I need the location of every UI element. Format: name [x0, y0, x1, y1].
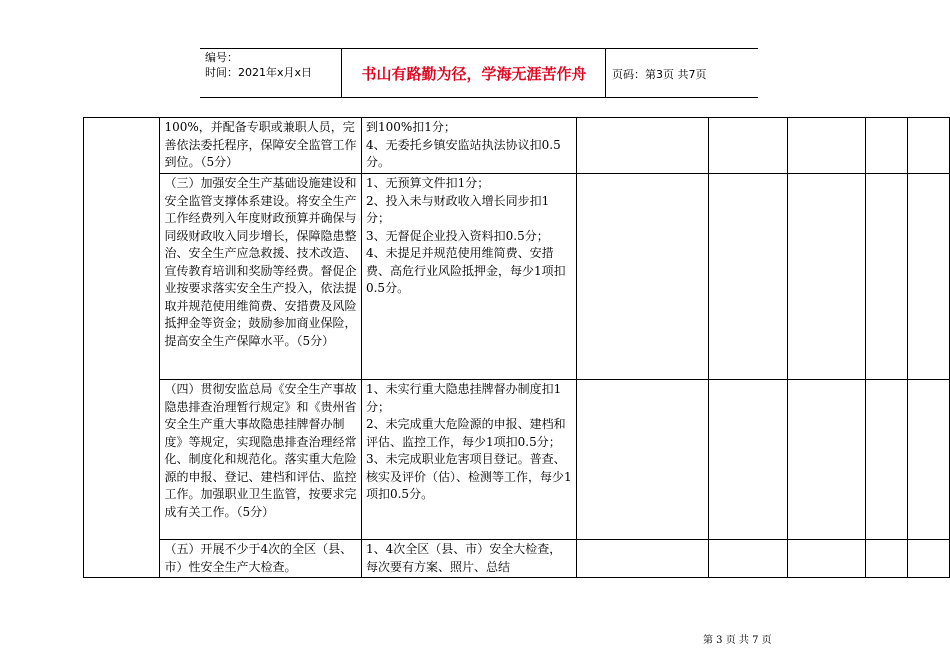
header-motto: 书山有路勤为径，学海无涯苦作舟 [361, 65, 587, 83]
criteria-text: 1、未实行重大隐患挂牌督办制度扣1分； 2、未完成重大危险源的申报、建档和评估、监控工作，每少1项扣0.5分； 3、未完成职业危害项目登记。普查、核实及评价（估）、检测等工作，每少1项扣0.5分。 [365, 382, 572, 501]
table-row [84, 540, 950, 578]
empty-cell [907, 380, 949, 540]
empty-cell [708, 380, 787, 540]
content-cell: （四）贯彻安监总局《安全生产事故隐患排查治理暂行规定》和《贵州省安全生产重大事故隐患挂牌督办制度》等规定，实现隐患排查治理经常化、制度化和规范化。落实重大危险源的申报、登记、建档和评估、监控工作。加强职业卫生监管，按要求完成有关工作。（5分） [160, 380, 362, 540]
criteria-text: 1、4次全区（县、市）安全大检查，每次要有方案、照片、总结 [365, 542, 562, 574]
page-footer: 第 3 页 共 7 页 [703, 635, 772, 646]
table-row [84, 118, 950, 174]
content-cell: 100%，并配备专职或兼职人员，完善依法委托程序，保障安全监管工作到位。（5分） [160, 118, 362, 174]
header-divider-left [341, 48, 342, 97]
empty-cell [577, 540, 708, 578]
content-cell: （三）加强安全生产基础设施建设和安全监管支撑体系建设。将安全生产工作经费列入年度财政预算并确保与同级财政收入同步增长，保障隐患整治、安全生产应急救援、技术改造、宣传教育培训和奖励等经费。督促企业按要求落实安全生产投入，依法提取并规范使用维简费、安措费及风险抵押金等资金；鼓励参加商业保险，提高安全生产保障水平。（5分） [160, 174, 362, 380]
empty-cell [787, 380, 865, 540]
empty-cell [907, 540, 949, 578]
empty-cell [907, 174, 949, 380]
document-date: 时间：2021年x月x日 [205, 66, 313, 79]
empty-cell [708, 118, 787, 174]
empty-cell [708, 540, 787, 578]
empty-cell [787, 174, 865, 380]
header-divider-right [605, 48, 606, 97]
content-cell: （五）开展不少于4次的全区（县、市）性安全生产大检查。 [160, 540, 362, 578]
empty-cell [577, 380, 708, 540]
empty-cell [866, 174, 907, 380]
assessment-table [83, 117, 950, 578]
empty-cell [787, 540, 865, 578]
header-meta [205, 50, 312, 80]
table-row [84, 380, 950, 540]
empty-cell [866, 118, 907, 174]
empty-cell [708, 174, 787, 380]
empty-cell [866, 540, 907, 578]
criteria-cell [361, 118, 576, 174]
empty-cell [577, 174, 708, 380]
header-page-code: 页码：第3页 共7页 [612, 68, 707, 81]
empty-cell [866, 380, 907, 540]
header-bottom-rule [200, 97, 758, 98]
header-top-rule [200, 48, 758, 49]
criteria-text: 1、无预算文件扣1分； 2、投入未与财政收入增长同步扣1分； 3、无督促企业投入资料扣0.5分； 4、未提足并规范使用维简费、安措费、高危行业风险抵押金，每少1项扣0.5分。 [365, 176, 566, 295]
empty-cell [577, 118, 708, 174]
criteria-cell [361, 380, 576, 540]
category-cell [84, 118, 160, 578]
document-number-label: 编号： [205, 51, 238, 64]
empty-cell [787, 118, 865, 174]
criteria-text: 到100%扣1分； 4、无委托乡镇安监站执法协议扣0.5分。 [365, 120, 561, 169]
criteria-cell [361, 174, 576, 380]
empty-cell [907, 118, 949, 174]
criteria-cell [361, 540, 576, 578]
table-row [84, 174, 950, 380]
